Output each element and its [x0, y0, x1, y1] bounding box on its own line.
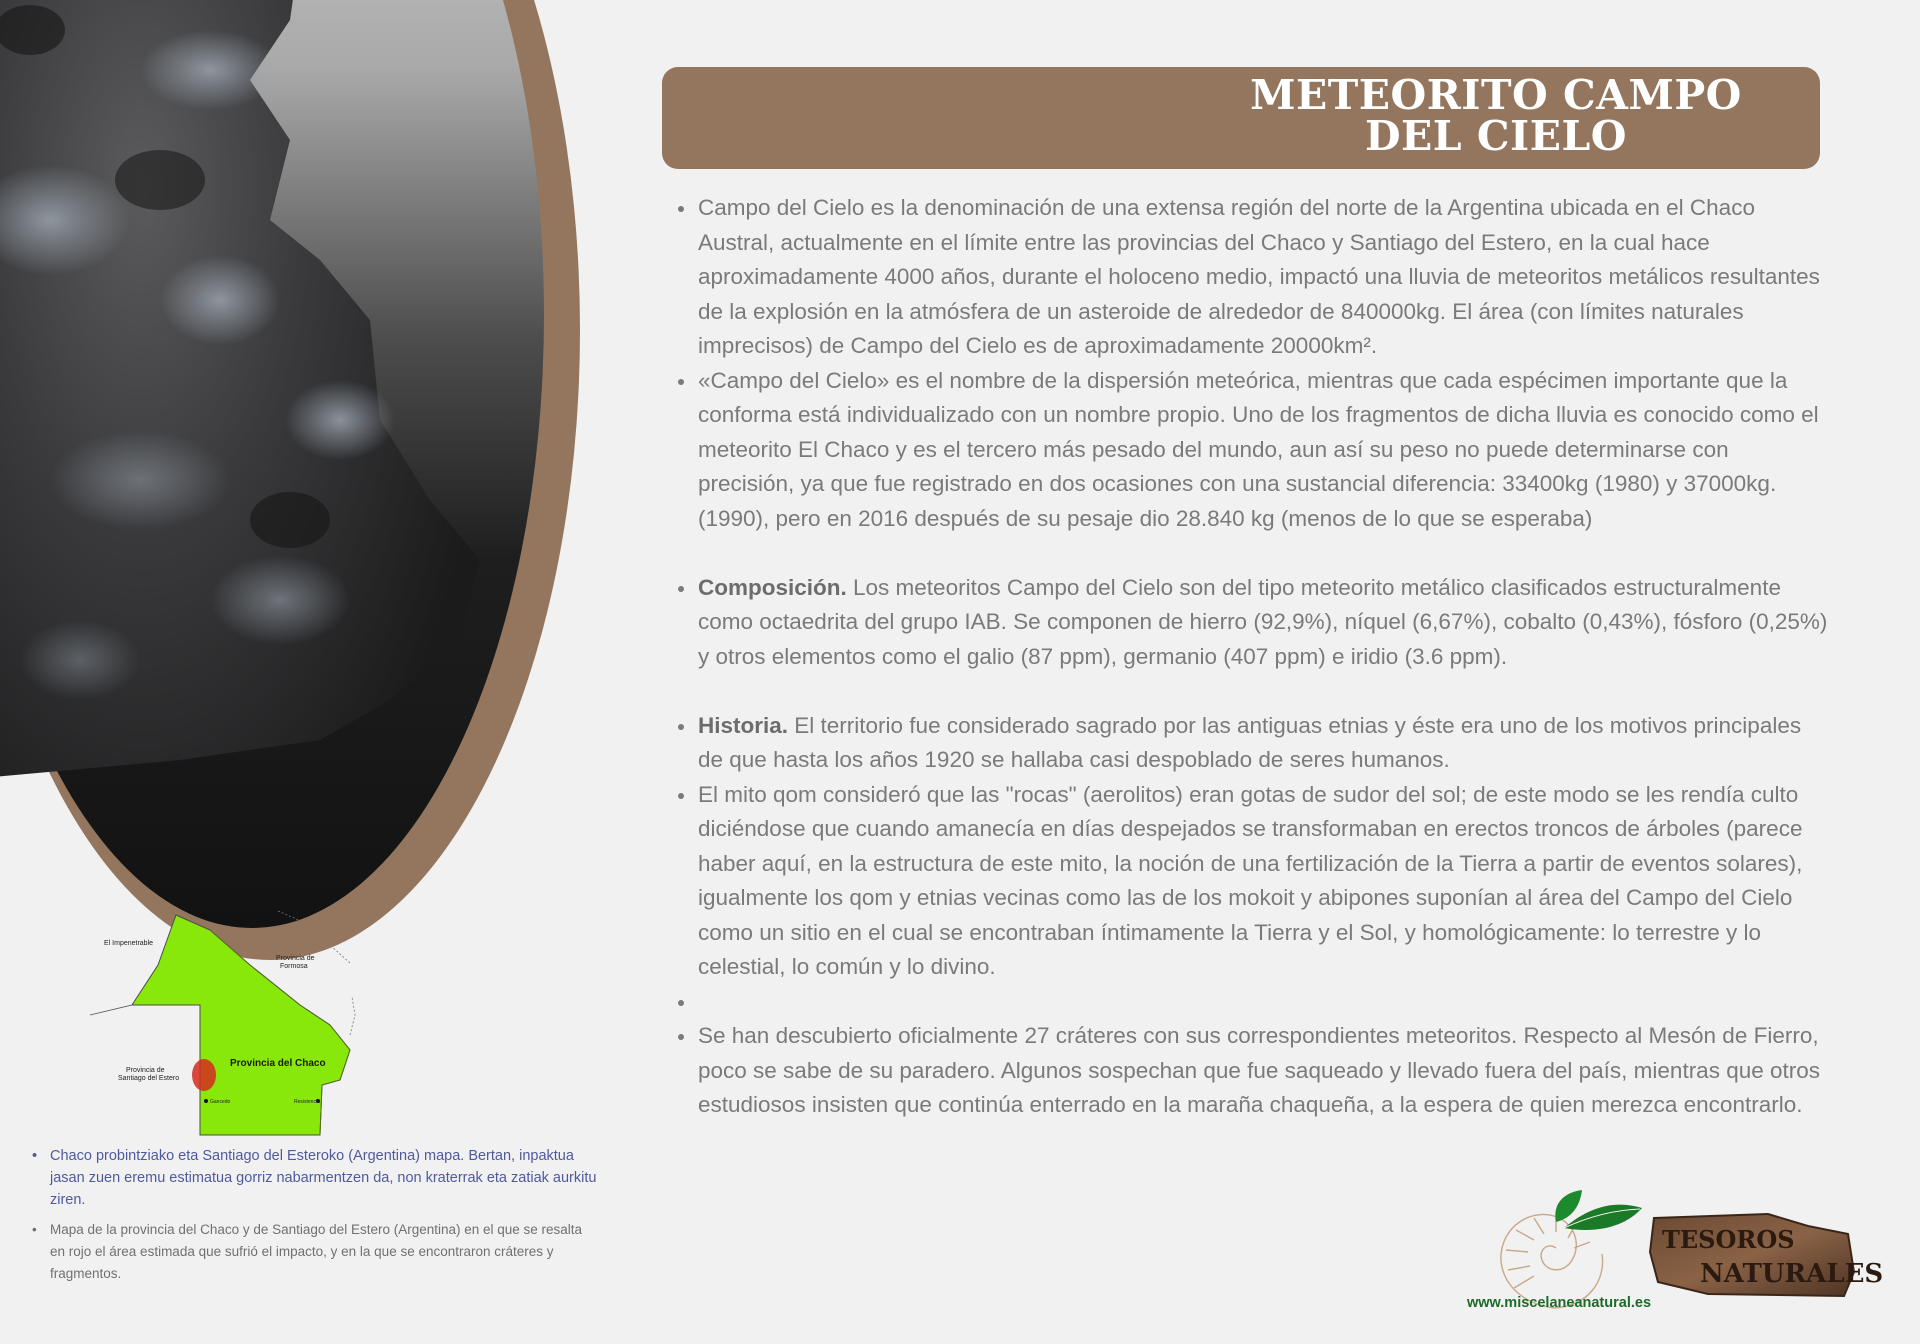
- main-content-list: [698, 191, 1828, 1123]
- map-label-santiago-1: Provincia de: [126, 1067, 165, 1074]
- map-label-chaco: Provincia del Chaco: [230, 1058, 326, 1069]
- paragraph-empty: [698, 985, 1828, 1020]
- meteorite-rock-image: [0, 0, 580, 960]
- website-url[interactable]: www.miscelaneanatural.es: [1466, 1295, 1652, 1311]
- paragraph-mito-qom: El mito qom consideró que las "rocas" (aerolitos) eran gotas de sudor del sol; de este modo se les rendía culto diciéndose que cuando amanecía en días despejados se transformaban en erectos troncos de árboles (parece haber aquí, en la estructura de este mito, la noción de una fertilización de la Tierra a partir de eventos solares), igualmente los qom y etnias vecinas como las de los mokoit y abipones suponían al área del Campo del Cielo como un sitio en el cual se encontraban íntimamente la Tierra y el Sol, y homológicamente: lo terrestre y lo celestial, lo común y lo divino.: [698, 778, 1828, 985]
- caption-spanish: • Mapa de la provincia del Chaco y de Santiago del Estero (Argentina) en el que se resalta en rojo el área estimada que sufrió el impacto, y en la que se encontraron cráteres y fragmentos.: [30, 1219, 600, 1285]
- map-label-santiago-2: Santiago del Estero: [118, 1075, 180, 1082]
- meteorite-photo: [0, 0, 544, 928]
- chaco-map: [100, 905, 440, 1145]
- impact-area-marker: [192, 1059, 216, 1091]
- map-label-town-2: Resistencia: [294, 1099, 320, 1105]
- map-label-formosa-1: Provincia de: [276, 955, 315, 962]
- brand-line-2: NATURALES: [1700, 1259, 1884, 1289]
- paragraph-historia: Historia. El territorio fue considerado sagrado por las antiguas etnias y éste era uno de los motivos principales de que hasta los años 1920 se hallaba casi despoblado de seres humanos.: [698, 709, 1828, 778]
- map-captions: [30, 1145, 600, 1285]
- map-label-formosa-2: Formosa: [280, 963, 308, 970]
- map-label-top: El Impenetrable: [104, 940, 154, 947]
- paragraph-composicion: Composición. Los meteoritos Campo del Cielo son del tipo meteorito metálico clasificados estructuralmente como octaedrita del grupo IAB. Se componen de hierro (92,9%), níquel (6,67%), cobalto (0,43%), fósforo (0,25%) y otros elementos como el galio (87 ppm), germanio (407 ppm) e iridio (3.6 ppm).: [698, 571, 1828, 675]
- town-marker-gancedo: [204, 1099, 208, 1103]
- page-title: METEORITO CAMPO DEL CIELO: [1250, 71, 1742, 160]
- caption-basque: • Chaco probintziako eta Santiago del Esteroko (Argentina) mapa. Bertan, inpaktua jasan zuen eremu estimatua gorriz nabarmentzen da, non kraterrak eta zatiak aurkitu ziren.: [30, 1145, 600, 1211]
- composicion-heading: Composición.: [698, 574, 847, 600]
- meteorite-photo-frame: [0, 0, 580, 960]
- paragraph-crateres: Se han descubierto oficialmente 27 cráteres con sus correspondientes meteoritos. Respecto al Mesón de Fierro, poco se sabe de su paradero. Algunos sospechan que fue saqueado y llevado fuera del país, mientras que otros estudiosos insisten que continúa enterrado en la maraña chaqueña, a la espera de quien merezca encontrarlo.: [698, 1019, 1828, 1123]
- historia-heading: Historia.: [698, 712, 789, 738]
- paragraph-dispersion: «Campo del Cielo» es el nombre de la dispersión meteórica, mientras que cada espécimen importante que la conforma está individualizado con un nombre propio. Uno de los fragmentos de dicha lluvia es conocido como el meteorito El Chaco y es el tercero más pesado del mundo, aun así su peso no puede determinarse con precisión, ya que fue registrado en dos ocasiones con una sustancial diferencia: 33400kg (1980) y 37000kg. (1990), pero en 2016 después de su pesaje dio 28.840 kg (menos de lo que se esperaba): [698, 364, 1828, 537]
- title-banner: [662, 67, 1820, 169]
- paragraph-campo-del-cielo: Campo del Cielo es la denominación de una extensa región del norte de la Argentina ubicada en el Chaco Austral, actualmente en el límite entre las provincias del Chaco y Santiago del Estero, en la cual hace aproximadamente 4000 años, durante el holoceno medio, impactó una lluvia de meteoritos metálicos resultantes de la explosión en la atmósfera de un asteroide de alrededor de 840000kg. El área (con límites naturales imprecisos) de Campo del Cielo es de aproximadamente 20000km².: [698, 191, 1828, 364]
- map-label-town-1: Gancedo: [210, 1099, 231, 1105]
- tesoros-naturales-logo: [1648, 1212, 1884, 1300]
- brand-line-1: TESOROS: [1662, 1225, 1795, 1254]
